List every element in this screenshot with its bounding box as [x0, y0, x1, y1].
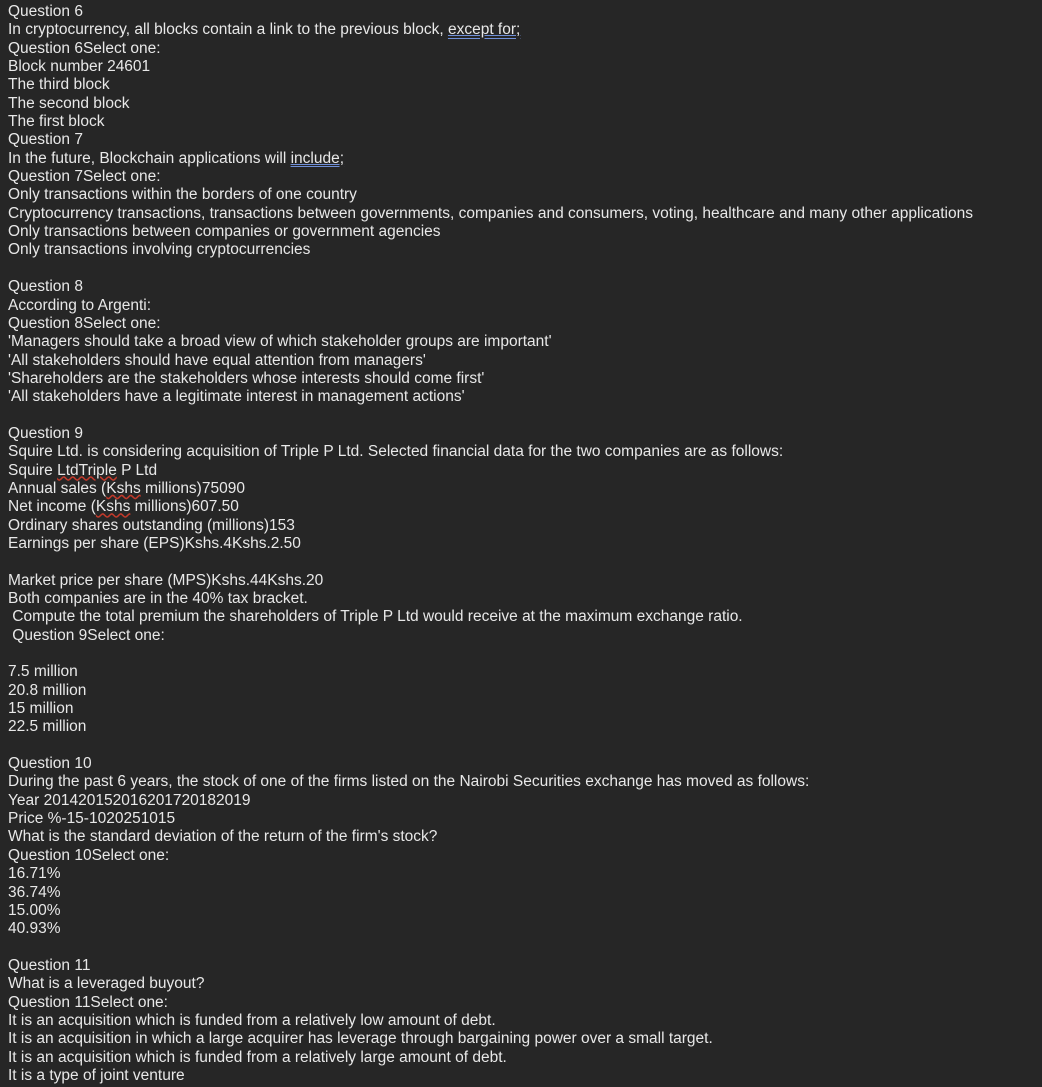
blank-line	[8, 260, 1038, 278]
question-7-prompt-text: In the future, Blockchain applications will	[8, 149, 291, 167]
question-8-prompt: According to Argenti:	[8, 296, 152, 314]
question-9-option[interactable]: 20.8 million	[8, 681, 87, 699]
blank-line	[8, 645, 1038, 663]
net-income-label: Net income (	[8, 498, 96, 516]
question-8-option[interactable]: 'All stakeholders should have equal attention from managers'	[8, 351, 426, 369]
question-9-net-income	[8, 498, 1038, 516]
question-7-prompt	[8, 150, 1038, 168]
blank-line	[8, 553, 1038, 571]
question-11-prompt: What is a leveraged buyout?	[8, 975, 205, 993]
question-11-select-label: Question 11Select one:	[8, 993, 168, 1011]
question-6-option[interactable]: The second block	[8, 94, 130, 112]
blank-line	[8, 407, 1038, 425]
blank-line	[8, 737, 1038, 755]
question-9-option[interactable]: 22.5 million	[8, 718, 87, 736]
question-9-annual-sales	[8, 480, 1038, 498]
question-6-title: Question 6	[8, 3, 83, 20]
question-9-prompt: Squire Ltd. is considering acquisition of Triple P Ltd. Selected financial data for the two companies are as follows:	[8, 443, 784, 461]
question-11-title: Question 11	[8, 956, 91, 974]
question-9-option[interactable]: 15 million	[8, 700, 74, 718]
question-6-prompt-text: In cryptocurrency, all blocks contain a link to the previous block,	[8, 21, 448, 39]
annual-sales-label: Annual sales (	[8, 479, 107, 497]
question-10-select-label: Question 10Select one:	[8, 846, 170, 864]
spelling-flag-kshs: Kshs	[95, 498, 131, 516]
spelling-flag-ltdtriple: LtdTriple	[57, 461, 117, 479]
question-8-option[interactable]: 'All stakeholders have a legitimate interest in management actions'	[8, 388, 465, 406]
table-header-squire: Squire	[8, 461, 58, 479]
blank-line	[8, 939, 1038, 957]
question-7-option[interactable]: Only transactions involving cryptocurrencies	[8, 241, 311, 259]
question-9-mps: Market price per share (MPS)Kshs.44Kshs.20	[8, 571, 324, 589]
table-header-triple: P Ltd	[116, 461, 158, 479]
question-8-title: Question 8	[8, 278, 83, 296]
question-9-option[interactable]: 7.5 million	[8, 663, 78, 681]
question-9-eps: Earnings per share (EPS)Kshs.4Kshs.2.50	[8, 534, 301, 552]
question-6-option[interactable]: The first block	[8, 113, 105, 131]
question-10-option[interactable]: 16.71%	[8, 865, 61, 883]
question-10-question: What is the standard deviation of the return of the firm's stock?	[8, 828, 438, 846]
spelling-flag-kshs: Kshs	[106, 479, 141, 497]
grammar-flag-include: include;	[290, 149, 345, 167]
grammar-flag-except-for: except for;	[447, 21, 521, 39]
question-7-title: Question 7	[8, 131, 83, 149]
question-8-select-label: Question 8Select one:	[8, 314, 161, 332]
net-income-values: millions)607.50	[130, 498, 239, 516]
question-10-option[interactable]: 36.74%	[8, 883, 61, 901]
question-9-title: Question 9	[8, 424, 83, 442]
question-10-year-row: Year 201420152016201720182019	[8, 791, 251, 809]
question-6-prompt	[8, 21, 1038, 39]
document-body	[8, 3, 1038, 1085]
question-10-prompt: During the past 6 years, the stock of one of the firms listed on the Nairobi Securities exchange has moved as follows:	[8, 773, 810, 791]
question-6-option[interactable]: The third block	[8, 76, 110, 94]
question-10-price-row: Price %-15-1020251015	[8, 810, 176, 828]
question-7-select-label: Question 7Select one:	[8, 168, 161, 186]
question-9-tax: Both companies are in the 40% tax bracket.	[8, 590, 308, 607]
question-11-option[interactable]: It is an acquisition in which a large acquirer has leverage through bargaining power over a small target.	[8, 1030, 713, 1048]
question-9-compute: Compute the total premium the shareholders of Triple P Ltd would receive at the maximum exchange ratio.	[8, 608, 743, 626]
question-9-table-header	[8, 462, 1038, 480]
question-10-option[interactable]: 40.93%	[8, 920, 61, 938]
question-7-option[interactable]: Cryptocurrency transactions, transactions between governments, companies and consumers, voting, healthcare and many other applications	[8, 204, 973, 222]
question-8-option[interactable]: 'Managers should take a broad view of which stakeholder groups are important'	[8, 333, 552, 351]
question-6-option[interactable]: Block number 24601	[8, 58, 151, 76]
question-11-option[interactable]: It is an acquisition which is funded from a relatively large amount of debt.	[8, 1048, 507, 1066]
question-7-option[interactable]: Only transactions within the borders of one country	[8, 186, 357, 204]
question-11-option[interactable]: It is an acquisition which is funded from a relatively low amount of debt.	[8, 1011, 496, 1029]
annual-sales-values: millions)75090	[140, 479, 245, 497]
question-10-title: Question 10	[8, 755, 92, 773]
question-9-shares: Ordinary shares outstanding (millions)153	[8, 516, 295, 534]
question-7-option[interactable]: Only transactions between companies or government agencies	[8, 223, 441, 241]
question-9-select-label: Question 9Select one:	[8, 626, 165, 644]
question-6-select-label: Question 6Select one:	[8, 39, 161, 57]
question-8-option[interactable]: 'Shareholders are the stakeholders whose interests should come first'	[8, 369, 485, 387]
question-11-option[interactable]: It is a type of joint venture	[8, 1066, 185, 1084]
question-10-option[interactable]: 15.00%	[8, 901, 61, 919]
